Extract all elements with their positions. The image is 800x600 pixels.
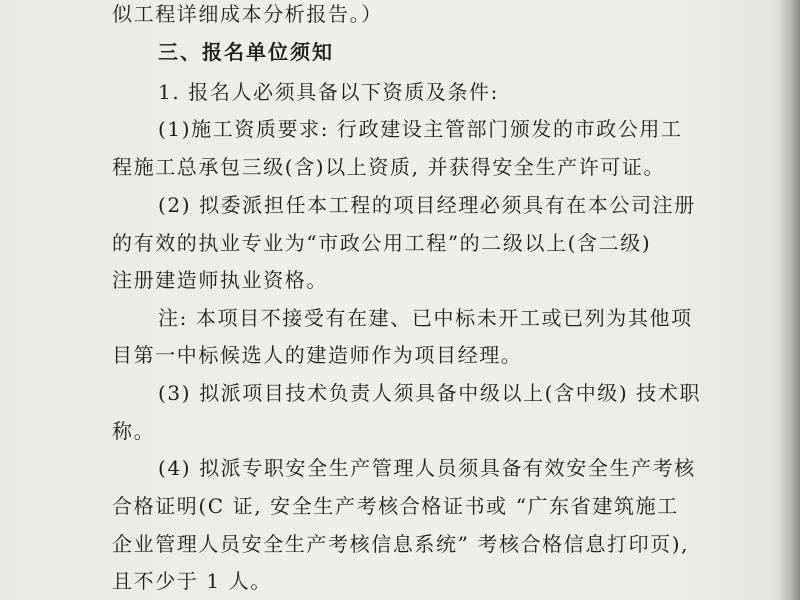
page-edge-shadow [778,0,800,600]
requirement-4-line-3: 企业管理人员安全生产考核信息系统” 考核合格信息打印页), [112,532,690,556]
requirement-3-line-1: (3) 拟派项目技术负责人须具备中级以上(含中级) 技术职 [158,381,702,405]
requirement-1-line-2: 程施工总承包三级(含)以上资质, 并获得安全生产许可证。 [112,155,666,179]
requirement-1-line-1: (1)施工资质要求: 行政建设主管部门颁发的市政公用工 [158,117,683,141]
requirement-2-line-2: 的有效的执业专业为“市政公用工程”的二级以上(含二级) [112,231,652,255]
requirement-4-line-4: 且不少于 1 人。 [112,569,272,593]
requirement-4-line-1: (4) 拟派专职安全生产管理人员须具备有效安全生产考核 [158,456,696,480]
note-line-2: 目第一中标候选人的建造师作为项目经理。 [112,343,523,367]
requirement-4-line-2: 合格证明(C 证, 安全生产考核合格证书或 “广东省建筑施工 [112,494,679,518]
item-1-intro: 1. 报名人必须具备以下资质及条件: [158,80,499,104]
requirement-2-line-1: (2) 拟委派担任本工程的项目经理必须具有在本公司注册 [158,193,696,217]
section-heading: 三、报名单位须知 [158,40,334,64]
previous-text-fragment: 似工程详细成本分析报告。） [112,2,383,26]
requirement-2-line-3: 注册建造师执业资格。 [112,268,328,292]
requirement-3-line-2: 称。 [112,419,156,443]
note-line-1: 注: 本项目不接受有在建、已中标未开工或已列为其他项 [158,306,693,330]
